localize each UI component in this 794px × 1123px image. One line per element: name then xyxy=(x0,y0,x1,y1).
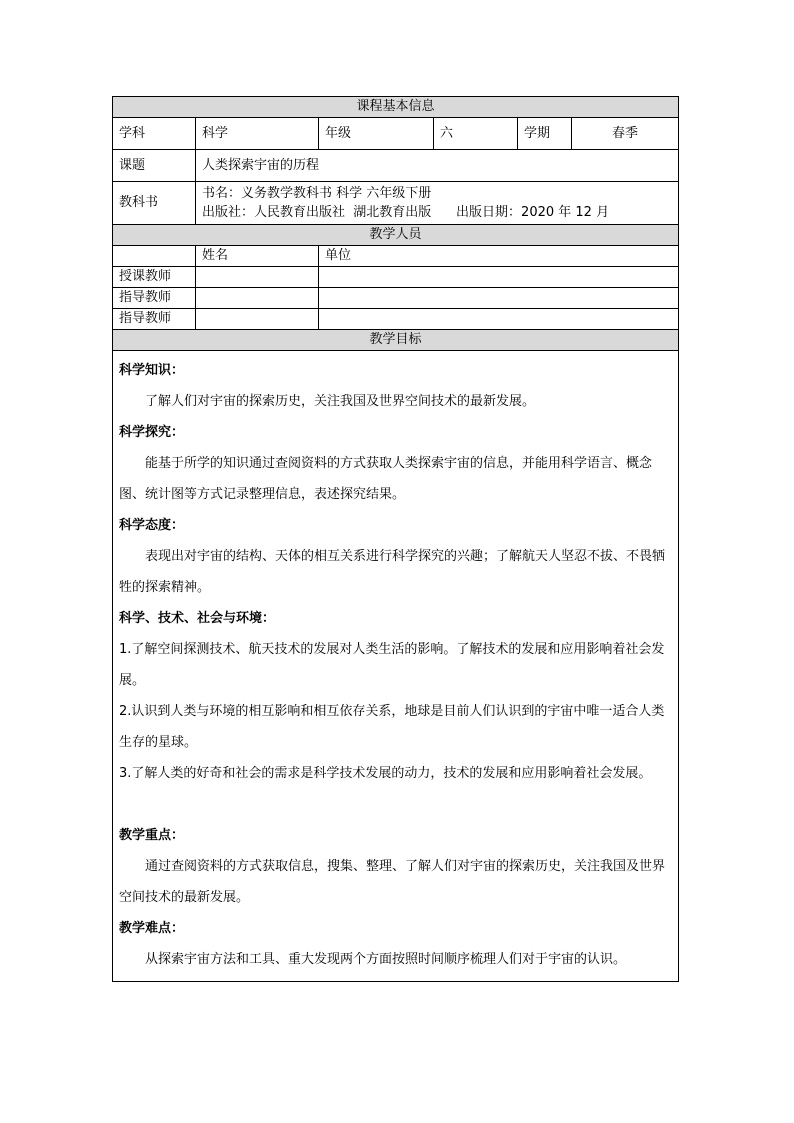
staff-role: 指导教师 xyxy=(113,288,196,309)
textbook-title-line: 书名：义务教学教科书 科学 六年级下册 xyxy=(202,186,432,201)
stse-heading: 科学、技术、社会与环境： xyxy=(119,611,276,626)
subject-value: 科学 xyxy=(196,118,319,150)
staff-role: 指导教师 xyxy=(113,309,196,330)
staff-unit-header: 单位 xyxy=(319,246,679,267)
staff-role-header xyxy=(113,246,196,267)
key-points-heading: 教学重点： xyxy=(119,828,185,843)
difficult-points-heading: 教学难点： xyxy=(119,921,185,936)
attitude-heading: 科学态度： xyxy=(119,518,185,533)
staff-unit xyxy=(319,288,679,309)
staff-role: 授课教师 xyxy=(113,267,196,288)
term-label: 学期 xyxy=(518,118,572,150)
knowledge-text: 了解人们对宇宙的探索历史，关注我国及世界空间技术的最新发展。 xyxy=(145,394,536,409)
goals-body xyxy=(113,351,679,982)
textbook-publisher-line: 出版社：人民教育出版社 湖北教育出版 出版日期：2020 年 12 月 xyxy=(202,205,610,220)
section-header-basic-info: 课程基本信息 xyxy=(113,97,679,118)
staff-unit xyxy=(319,267,679,288)
stse-item-2: 2.认识到人类与环境的相互影响和相互依存关系，地球是目前人们认识到的宇宙中唯一适合人类生存的星球。 xyxy=(119,704,665,750)
inquiry-text: 能基于所学的知识通过查阅资料的方式获取人类探索宇宙的信息，并能用科学语言、概念图、统计图等方式记录整理信息，表述探究结果。 xyxy=(119,456,653,502)
inquiry-heading: 科学探究： xyxy=(119,425,185,440)
knowledge-heading: 科学知识： xyxy=(119,363,185,378)
term-value: 春季 xyxy=(572,118,679,150)
staff-unit xyxy=(319,309,679,330)
stse-item-3: 3.了解人类的好奇和社会的需求是科学技术发展的动力，技术的发展和应用影响着社会发展。 xyxy=(119,766,652,781)
topic-value: 人类探索宇宙的历程 xyxy=(196,150,679,182)
grade-label: 年级 xyxy=(319,118,434,150)
section-header-staff: 教学人员 xyxy=(113,225,679,246)
lesson-plan-table xyxy=(112,96,679,982)
stse-item-1: 1.了解空间探测技术、航天技术的发展对人类生活的影响。了解技术的发展和应用影响着社会发展。 xyxy=(119,642,665,688)
staff-name-header: 姓名 xyxy=(196,246,319,267)
attitude-text: 表现出对宇宙的结构、天体的相互关系进行科学探究的兴趣；了解航天人坚忍不拔、不畏牺牲的探索精神。 xyxy=(119,549,666,595)
section-header-goals: 教学目标 xyxy=(113,330,679,351)
topic-label: 课题 xyxy=(113,150,196,182)
textbook-info xyxy=(196,182,679,225)
staff-name xyxy=(196,288,319,309)
subject-label: 学科 xyxy=(113,118,196,150)
staff-name xyxy=(196,267,319,288)
grade-value: 六 xyxy=(434,118,518,150)
key-points-text: 通过查阅资料的方式获取信息，搜集、整理、了解人们对宇宙的探索历史，关注我国及世界空间技术的最新发展。 xyxy=(119,859,666,905)
spacer xyxy=(119,789,672,820)
textbook-label: 教科书 xyxy=(113,182,196,225)
difficult-points-text: 从探索宇宙方法和工具、重大发现两个方面按照时间顺序梳理人们对于宇宙的认识。 xyxy=(145,952,627,967)
staff-name xyxy=(196,309,319,330)
